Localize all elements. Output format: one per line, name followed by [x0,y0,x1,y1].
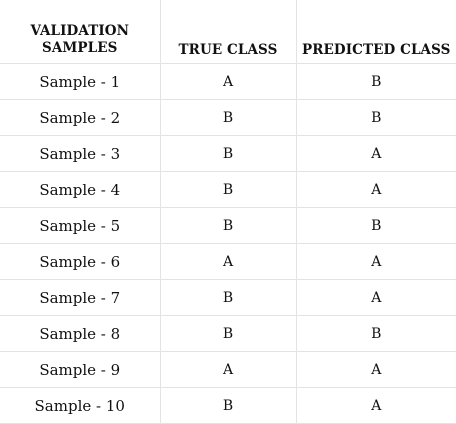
sample-cell: Sample - 3 [0,136,160,172]
table-row [0,172,456,208]
predicted-class-cell: A [296,280,456,316]
sample-cell: Sample - 1 [0,64,160,100]
table-row [0,316,456,352]
sample-cell: Sample - 5 [0,208,160,244]
sample-cell: Sample - 10 [0,388,160,424]
header-row [0,0,456,64]
sample-cell: Sample - 7 [0,280,160,316]
true-class-cell: B [160,172,296,208]
predicted-class-cell: A [296,172,456,208]
table-row [0,100,456,136]
true-class-cell: B [160,100,296,136]
predicted-class-cell: A [296,388,456,424]
true-class-cell: B [160,388,296,424]
table-body [0,64,456,424]
table-row [0,136,456,172]
predicted-class-cell: B [296,64,456,100]
true-class-cell: B [160,280,296,316]
predicted-class-cell: A [296,244,456,280]
true-class-cell: B [160,208,296,244]
table-row [0,280,456,316]
header-predicted-class: PREDICTED CLASS [296,0,456,64]
true-class-cell: A [160,352,296,388]
table-row [0,208,456,244]
predicted-class-cell: B [296,100,456,136]
sample-cell: Sample - 9 [0,352,160,388]
header-validation-samples: VALIDATION SAMPLES [0,0,160,64]
true-class-cell: B [160,316,296,352]
true-class-cell: A [160,64,296,100]
table-row [0,244,456,280]
sample-cell: Sample - 6 [0,244,160,280]
table-row [0,352,456,388]
true-class-cell: B [160,136,296,172]
predicted-class-cell: A [296,136,456,172]
header-true-class: TRUE CLASS [160,0,296,64]
predicted-class-cell: A [296,352,456,388]
sample-cell: Sample - 4 [0,172,160,208]
predicted-class-cell: B [296,208,456,244]
table-header [0,0,456,64]
predicted-class-cell: B [296,316,456,352]
true-class-cell: A [160,244,296,280]
sample-cell: Sample - 2 [0,100,160,136]
sample-cell: Sample - 8 [0,316,160,352]
table-row [0,64,456,100]
table-row [0,388,456,424]
